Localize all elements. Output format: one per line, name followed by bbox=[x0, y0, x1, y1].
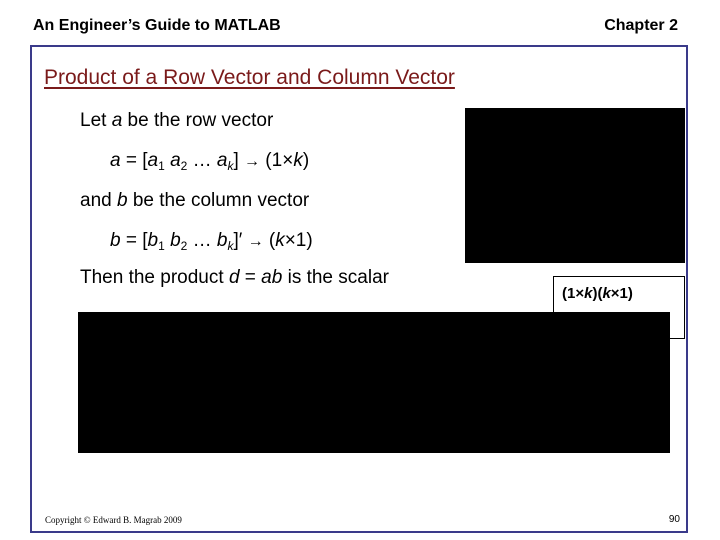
right-arrow-icon: → bbox=[247, 233, 264, 250]
redacted-equation-image bbox=[465, 108, 685, 263]
column-vector-definition: $b = [b_1$ $b_2$ … $b_k]' \to (k\times 1)$ bbox=[110, 230, 313, 253]
scalar-product-statement: Then the product d = ab is the scalar bbox=[80, 267, 389, 288]
page-number: 90 bbox=[668, 514, 680, 525]
chapter-label: Chapter 2 bbox=[604, 17, 678, 34]
row-vector-definition: $a = [a_1$ $a_2$ … $a_k] \to (1\times k)$ bbox=[110, 150, 310, 173]
column-vector-intro: and b be the column vector bbox=[80, 190, 310, 211]
copyright-notice: Copyright © Edward B. Magrab 2009 bbox=[45, 515, 182, 525]
redacted-result-image bbox=[78, 312, 670, 453]
book-title: An Engineer’s Guide to MATLAB bbox=[33, 17, 281, 34]
row-vector-intro: Let a be the row vector bbox=[80, 110, 274, 131]
right-arrow-icon: → bbox=[244, 153, 261, 170]
dimension-label: (1×k)(k×1) bbox=[562, 285, 633, 302]
slide-title: Product of a Row Vector and Column Vector bbox=[44, 66, 455, 89]
